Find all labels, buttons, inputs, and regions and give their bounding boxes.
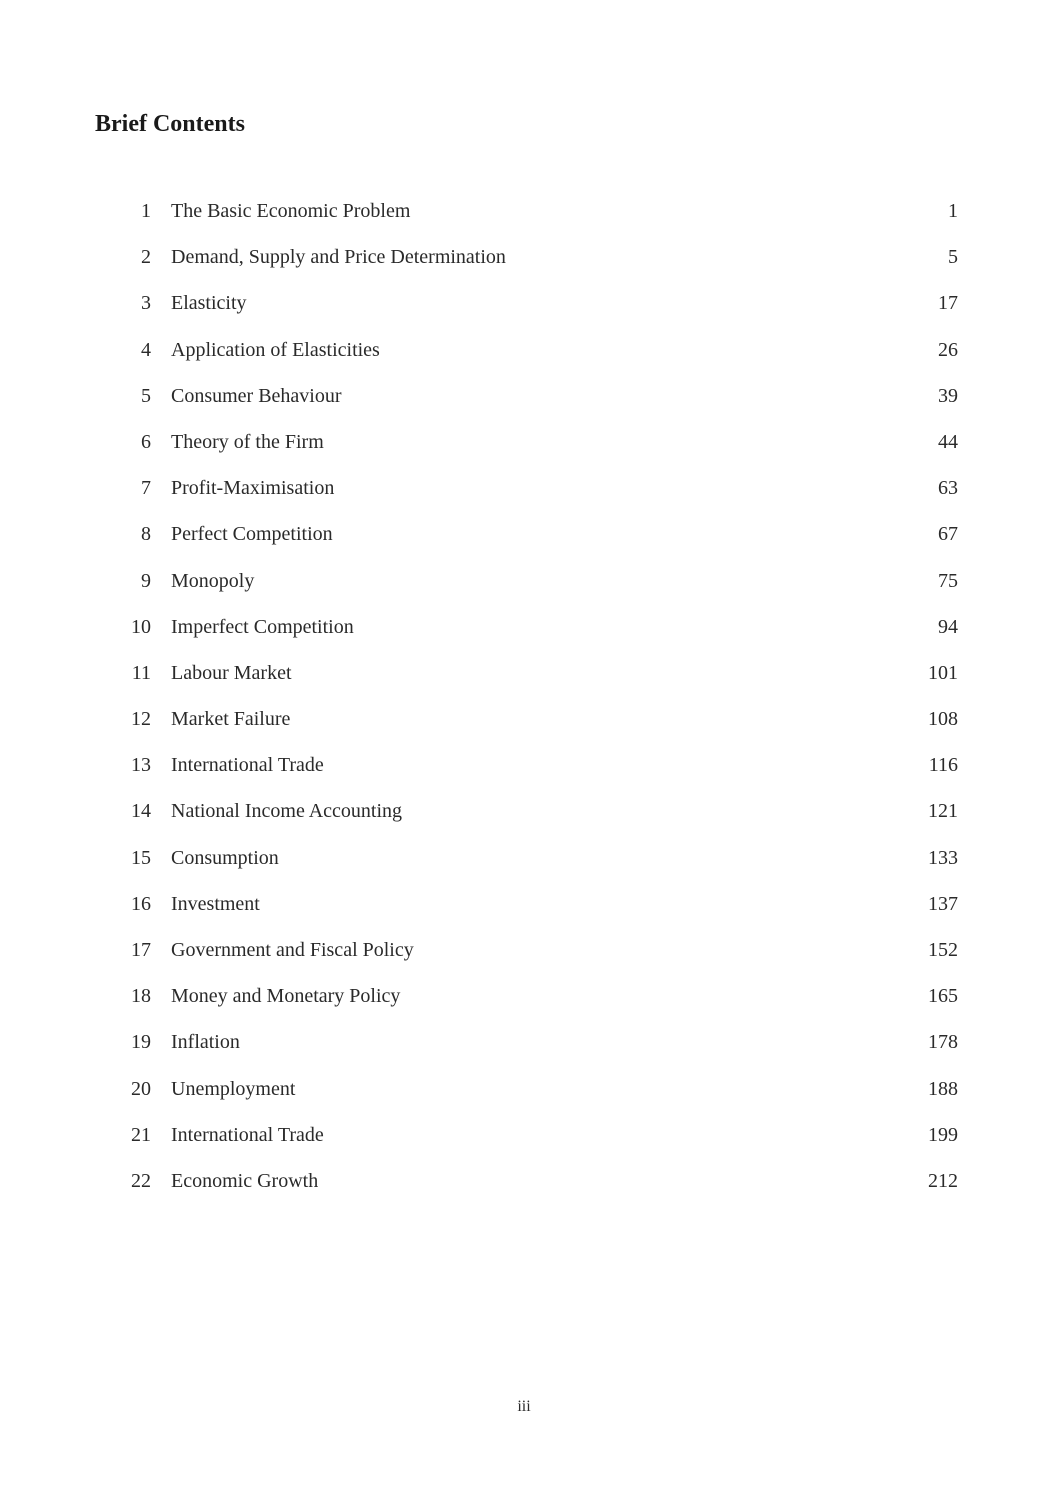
toc-entry[interactable] bbox=[100, 380, 958, 426]
page-number: 116 bbox=[928, 754, 958, 777]
chapter-number: 9 bbox=[141, 569, 151, 592]
toc-entry[interactable] bbox=[100, 1026, 958, 1072]
chapter-title: Consumption bbox=[171, 846, 279, 869]
chapter-number: 12 bbox=[131, 708, 151, 731]
chapter-title: Economic Growth bbox=[171, 1169, 319, 1192]
toc-entry[interactable] bbox=[100, 703, 958, 749]
chapter-title: Government and Fiscal Policy bbox=[171, 939, 414, 961]
chapter-title: Market Failure bbox=[171, 708, 291, 731]
chapter-title: Investment bbox=[171, 892, 260, 915]
page-title: Brief Contents bbox=[95, 111, 245, 137]
chapter-title: Perfect Competition bbox=[171, 523, 333, 546]
toc-entry[interactable] bbox=[100, 195, 958, 241]
toc-entry[interactable] bbox=[100, 241, 958, 287]
chapter-number: 13 bbox=[131, 754, 151, 777]
toc-entry[interactable] bbox=[100, 472, 958, 518]
chapter-title: Labour Market bbox=[171, 661, 292, 684]
toc-entry[interactable] bbox=[100, 657, 958, 703]
chapter-title: Profit-Maximisation bbox=[171, 477, 335, 500]
page-number: 121 bbox=[928, 800, 958, 823]
toc-entry[interactable] bbox=[100, 334, 958, 380]
page-number: 101 bbox=[928, 661, 958, 684]
toc-entry[interactable] bbox=[100, 1119, 958, 1165]
chapter-number: 5 bbox=[141, 384, 151, 407]
page-number: 165 bbox=[928, 985, 958, 1008]
page-number: 39 bbox=[938, 384, 958, 407]
toc-entry[interactable] bbox=[100, 287, 958, 333]
chapter-number: 6 bbox=[141, 430, 151, 453]
page-number: 26 bbox=[938, 338, 958, 361]
toc-entry[interactable] bbox=[100, 565, 958, 611]
chapter-number: 10 bbox=[131, 615, 151, 638]
chapter-number: 1 bbox=[141, 200, 151, 222]
chapter-number: 2 bbox=[141, 246, 151, 269]
page-number: 5 bbox=[948, 246, 958, 269]
chapter-number: 16 bbox=[131, 892, 151, 915]
page-number: 199 bbox=[928, 1123, 958, 1146]
page-number: 212 bbox=[928, 1169, 958, 1192]
footer-page-number: iii bbox=[517, 1398, 531, 1415]
toc-entry[interactable] bbox=[100, 426, 958, 472]
chapter-number: 7 bbox=[141, 477, 151, 500]
toc-entry[interactable] bbox=[100, 518, 958, 564]
chapter-title: Imperfect Competition bbox=[171, 615, 354, 638]
toc-entry[interactable] bbox=[100, 1165, 958, 1211]
chapter-number: 18 bbox=[131, 985, 151, 1008]
chapter-number: 15 bbox=[131, 846, 151, 869]
page-number: 44 bbox=[938, 430, 958, 453]
chapter-title: Inflation bbox=[171, 1031, 240, 1054]
chapter-title: Monopoly bbox=[171, 569, 255, 592]
chapter-number: 11 bbox=[131, 661, 151, 684]
chapter-number: 14 bbox=[131, 800, 151, 823]
toc-entry[interactable] bbox=[100, 611, 958, 657]
chapter-title: Unemployment bbox=[171, 1077, 296, 1100]
chapter-number: 17 bbox=[131, 939, 151, 961]
table-of-contents bbox=[100, 195, 958, 1211]
page-number: 63 bbox=[938, 477, 958, 500]
chapter-number: 21 bbox=[131, 1123, 151, 1146]
chapter-number: 8 bbox=[141, 523, 151, 546]
page-number: 188 bbox=[928, 1077, 958, 1100]
page-number: 178 bbox=[928, 1031, 958, 1054]
page-number: 133 bbox=[928, 846, 958, 869]
page-number: 108 bbox=[928, 708, 958, 731]
chapter-title: International Trade bbox=[171, 754, 324, 777]
page-number: 75 bbox=[938, 569, 958, 592]
chapter-title: Application of Elasticities bbox=[171, 338, 380, 361]
page-number: 17 bbox=[938, 292, 958, 315]
chapter-number: 20 bbox=[131, 1077, 151, 1100]
toc-entry[interactable] bbox=[100, 1073, 958, 1119]
chapter-number: 4 bbox=[141, 338, 151, 361]
chapter-number: 19 bbox=[131, 1031, 151, 1054]
page-number: 67 bbox=[938, 523, 958, 546]
page-number: 1 bbox=[948, 200, 958, 222]
toc-entry[interactable] bbox=[100, 749, 958, 795]
chapter-number: 22 bbox=[131, 1169, 151, 1192]
page-number: 94 bbox=[938, 615, 958, 638]
page-number: 137 bbox=[928, 892, 958, 915]
chapter-title: Theory of the Firm bbox=[171, 430, 324, 453]
chapter-title: Consumer Behaviour bbox=[171, 384, 342, 407]
page-number: 152 bbox=[928, 939, 958, 961]
toc-entry[interactable] bbox=[100, 842, 958, 888]
chapter-title: Money and Monetary Policy bbox=[171, 985, 401, 1008]
toc-entry[interactable] bbox=[100, 888, 958, 934]
chapter-number: 3 bbox=[141, 292, 151, 315]
toc-entry[interactable] bbox=[100, 795, 958, 841]
chapter-title: International Trade bbox=[171, 1123, 324, 1146]
toc-entry[interactable] bbox=[100, 934, 958, 980]
toc-entry[interactable] bbox=[100, 980, 958, 1026]
chapter-title: Elasticity bbox=[171, 292, 247, 315]
chapter-title: The Basic Economic Problem bbox=[171, 200, 411, 222]
chapter-title: National Income Accounting bbox=[171, 800, 403, 823]
chapter-title: Demand, Supply and Price Determination bbox=[171, 246, 506, 269]
